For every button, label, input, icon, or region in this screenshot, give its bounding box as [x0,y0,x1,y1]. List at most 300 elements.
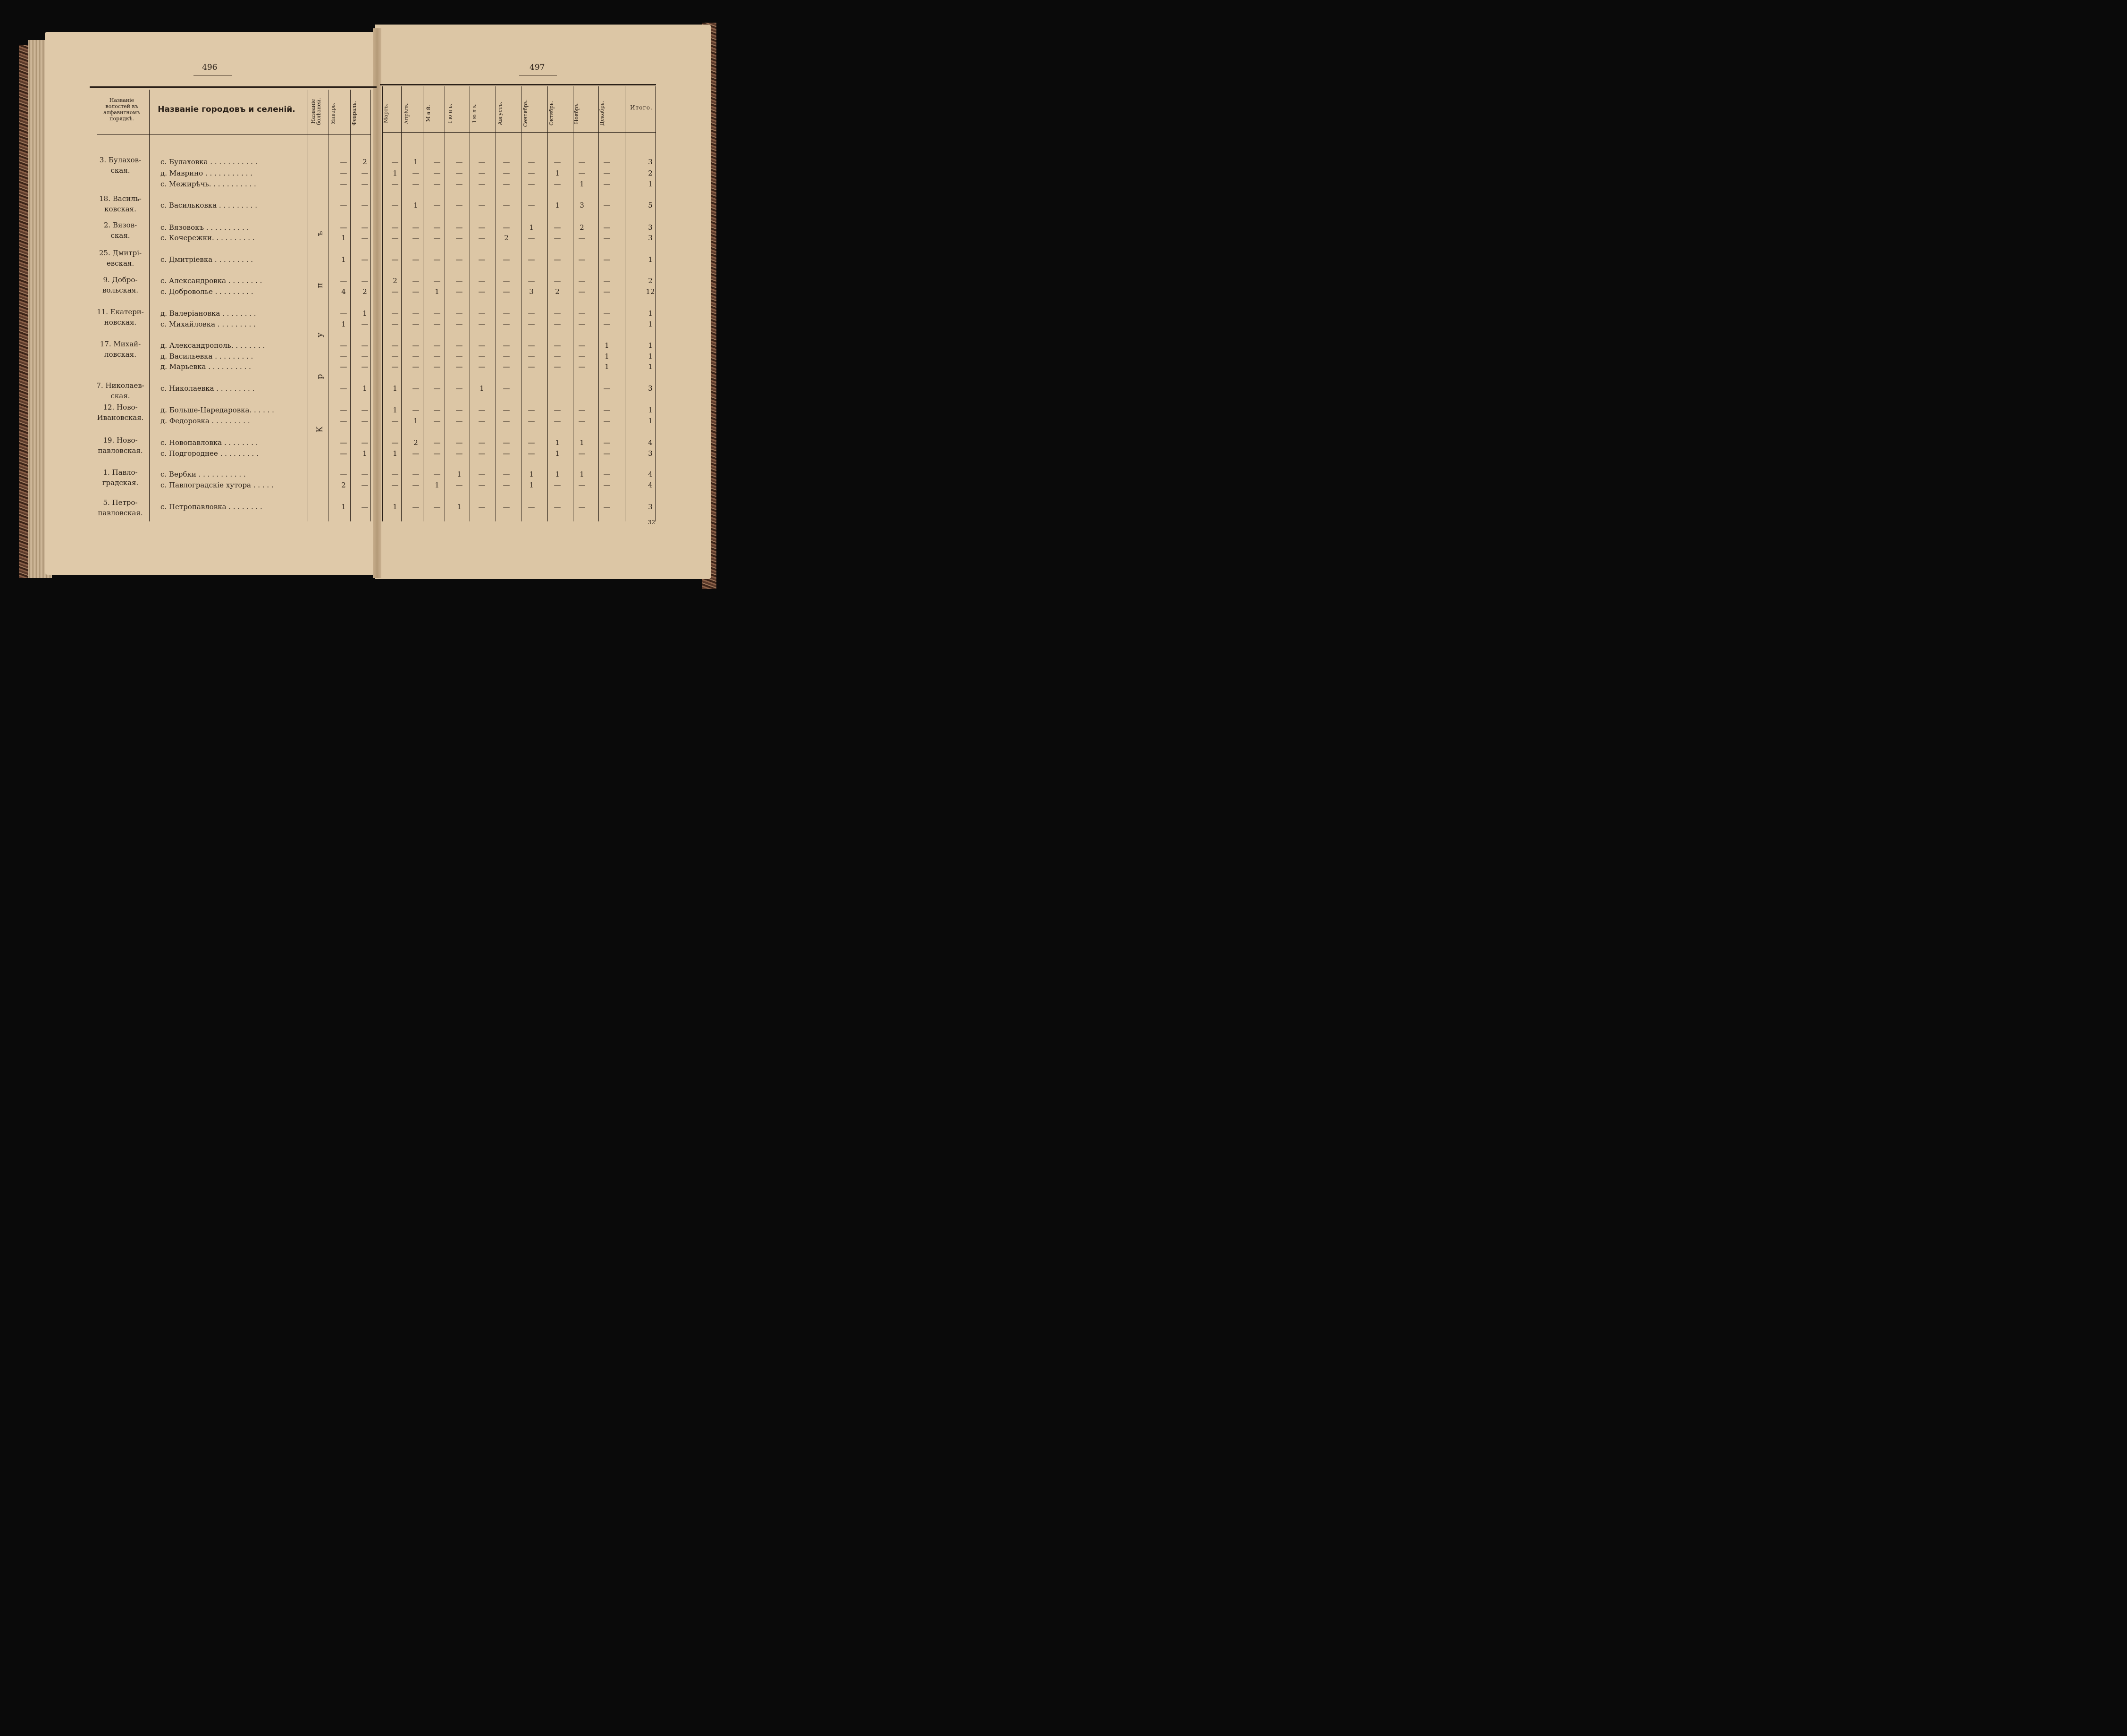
month-cell: — [412,255,420,264]
month-cell: — [603,287,611,296]
month-cell: — [412,406,420,414]
month-cell: — [578,481,586,489]
month-cell: 1 [393,406,397,414]
month-cell: — [455,169,463,177]
month-cell: — [361,320,369,328]
month-cell: — [361,223,369,232]
month-cell: — [391,309,399,318]
month-cell: 4 [341,287,346,296]
settlement-name: д. Валеріановка . . . . . . . . [160,309,256,318]
header-bottom-rule-left [97,134,370,135]
month-cell: — [391,234,399,242]
disease-letter: у [315,333,325,338]
month-cell: — [340,309,347,318]
settlement-name: с. Межирѣчь. . . . . . . . . . . [160,180,256,188]
month-cell: — [478,481,486,489]
total-cell: 4 [648,481,653,489]
settlement-name: с. Вязовокъ . . . . . . . . . . [160,223,249,232]
month-cell: — [340,223,347,232]
column-rule [149,90,150,521]
total-cell: 1 [648,362,653,371]
settlement-name: с. Петропавловка . . . . . . . . [160,503,262,511]
volost-name-line: ловская. [104,350,136,359]
month-cell: — [455,406,463,414]
settlement-name: с. Новопавловка . . . . . . . . [160,438,258,447]
month-cell: — [361,352,369,361]
month-cell: 2 [413,438,418,447]
month-cell: — [455,223,463,232]
month-cell: — [503,449,510,458]
month-cell: — [340,180,347,188]
month-cell: 3 [580,201,584,210]
month-cell: — [455,201,463,210]
month-cell: — [603,406,611,414]
month-cell: — [528,158,535,166]
volost-name-line: 3. Булахов- [99,156,142,164]
month-cell: — [578,320,586,328]
month-cell: 2 [362,158,367,166]
month-cell: — [578,234,586,242]
month-header: Октябрь. [548,101,555,126]
month-cell: — [503,341,510,350]
month-cell: 1 [341,255,346,264]
month-cell: — [578,255,586,264]
month-cell: — [412,223,420,232]
month-cell: — [340,449,347,458]
disease-letter: р [315,374,325,379]
month-cell: — [478,362,486,371]
total-cell: 3 [648,449,653,458]
month-cell: — [361,481,369,489]
month-cell: 1 [341,320,346,328]
month-cell: — [391,470,399,478]
volost-name-line: градская. [102,478,139,487]
total-cell: 2 [648,277,653,285]
month-cell: — [603,180,611,188]
month-cell: — [361,234,369,242]
month-cell: — [578,352,586,361]
month-cell: 1 [555,438,560,447]
total-cell: 4 [648,470,653,478]
month-cell: — [603,223,611,232]
month-cell: 2 [555,287,560,296]
month-cell: 1 [393,384,397,393]
month-cell: 2 [580,223,584,232]
month-cell: — [528,255,535,264]
column-rule [382,86,383,521]
volost-name-line: 9. Добро- [103,276,138,284]
month-cell: 2 [341,481,346,489]
month-cell: — [578,417,586,425]
month-cell: — [478,406,486,414]
month-cell: — [433,503,441,511]
total-cell: 3 [648,384,653,393]
volost-name-line: ковская. [104,205,136,213]
month-cell: — [554,234,561,242]
month-cell: — [528,277,535,285]
month-cell: — [455,287,463,296]
month-cell: — [528,320,535,328]
month-cell: — [503,309,510,318]
month-cell: — [503,406,510,414]
volost-name-line: 1. Павло- [103,468,138,477]
total-header: Итого. [630,104,653,111]
month-cell: — [554,277,561,285]
month-cell: 1 [457,503,462,511]
total-cell: 4 [648,438,653,447]
month-cell: 1 [435,481,439,489]
month-cell: — [433,406,441,414]
month-cell: — [391,481,399,489]
month-cell: — [391,255,399,264]
volost-name-line: новская. [104,318,137,327]
month-cell: — [554,481,561,489]
month-cell: — [603,470,611,478]
month-cell: 1 [341,503,346,511]
month-cell: — [340,438,347,447]
month-cell: — [455,277,463,285]
month-cell: — [455,309,463,318]
month-cell: — [528,309,535,318]
month-cell: — [340,158,347,166]
month-cell: — [478,503,486,511]
month-cell: — [578,449,586,458]
settlement-name: с. Подгороднее . . . . . . . . . [160,449,259,458]
month-cell: — [478,223,486,232]
month-cell: 2 [393,277,397,285]
month-cell: — [433,277,441,285]
month-cell: 1 [393,449,397,458]
volost-name-line: 11. Екатери- [97,308,144,316]
volost-name [92,497,149,518]
month-cell: — [554,503,561,511]
disease-header: Названіе болѣзней. [310,98,322,125]
month-cell: — [361,277,369,285]
settlement-header: Названіе городовъ и селеній. [158,105,295,114]
settlement-name: д. Александрополь. . . . . . . . [160,341,265,350]
month-cell: — [503,255,510,264]
month-cell: 2 [504,234,509,242]
month-cell: — [578,362,586,371]
month-cell: — [361,362,369,371]
disease-letter: К [315,426,325,433]
month-cell: — [391,352,399,361]
month-cell: — [503,470,510,478]
month-cell: — [478,158,486,166]
settlement-name: д. Васильевка . . . . . . . . . [160,352,253,361]
month-cell: — [478,201,486,210]
month-cell: — [340,341,347,350]
volost-name-line: ская. [110,166,130,175]
column-rule [598,86,599,521]
book-gutter [373,28,381,578]
settlement-name: с. Добровольe . . . . . . . . . [160,287,253,296]
left-page-number-rule [193,75,232,76]
month-cell: — [412,309,420,318]
month-cell: — [578,158,586,166]
month-cell: — [455,417,463,425]
month-cell: — [503,320,510,328]
month-cell: — [412,384,420,393]
month-cell: — [603,320,611,328]
total-cell: 1 [648,180,653,188]
month-cell: — [478,449,486,458]
volost-name-line: 17. Михай- [100,340,141,348]
month-cell: — [478,352,486,361]
month-header: І ю н ь. [447,103,453,123]
month-cell: 1 [362,309,367,318]
volost-name-line: ская. [110,231,130,240]
month-cell: — [554,362,561,371]
month-cell: — [412,169,420,177]
month-header: Январь. [330,102,336,124]
month-cell: — [361,169,369,177]
right-page-number-rule [519,75,557,76]
month-cell: — [503,201,510,210]
volost-name-line: павловская. [98,446,143,455]
month-cell: — [340,201,347,210]
month-header: Февраль. [351,101,357,126]
month-cell: — [391,362,399,371]
month-cell: — [528,406,535,414]
month-cell: — [412,470,420,478]
volost-header: Названіе волостей въ алфавитномъ порядкѣ. [103,97,140,122]
table-top-rule-left [90,86,377,88]
month-cell: — [554,158,561,166]
month-cell: 1 [555,449,560,458]
total-cell: 1 [648,320,653,328]
month-cell: — [455,352,463,361]
volost-name-line: евская. [106,259,135,268]
month-cell: — [554,223,561,232]
volost-name [92,435,149,456]
month-cell: — [361,180,369,188]
month-cell: 1 [605,362,609,371]
settlement-name: с. Кочережки. . . . . . . . . . [160,234,255,242]
month-cell: — [433,223,441,232]
month-cell: — [433,438,441,447]
month-cell: — [433,352,441,361]
month-cell: — [478,470,486,478]
month-cell: — [554,180,561,188]
month-cell: — [478,180,486,188]
month-cell: — [578,287,586,296]
month-cell: — [340,352,347,361]
month-cell: — [603,201,611,210]
month-cell: — [528,503,535,511]
month-cell: — [478,169,486,177]
month-header: Августъ. [497,101,503,125]
month-cell: — [503,384,510,393]
month-cell: 1 [529,223,534,232]
volost-name-line: 12. Ново- [103,403,138,411]
month-cell: — [455,255,463,264]
month-cell: — [455,384,463,393]
month-cell: — [603,481,611,489]
month-cell: — [503,158,510,166]
month-cell: — [503,180,510,188]
month-cell: — [603,234,611,242]
volost-name [92,307,149,327]
month-cell: — [433,169,441,177]
month-cell: — [528,234,535,242]
month-cell: — [412,481,420,489]
settlement-name: с. Дмитріевка . . . . . . . . . [160,255,253,264]
volost-name [92,467,149,488]
month-cell: — [478,417,486,425]
month-cell: — [554,352,561,361]
month-cell: — [412,352,420,361]
month-cell: — [391,341,399,350]
left-page-number: 496 [202,63,218,72]
month-cell: — [412,234,420,242]
month-cell: — [528,449,535,458]
settlement-name: с. Николаевка . . . . . . . . . [160,384,255,393]
settlement-name: с. Михайловка . . . . . . . . . [160,320,256,328]
month-cell: — [503,169,510,177]
month-cell: — [340,384,347,393]
month-cell: — [503,417,510,425]
total-cell: 3 [648,223,653,232]
month-cell: — [478,234,486,242]
month-cell: 2 [362,287,367,296]
month-cell: — [478,341,486,350]
month-cell: 1 [435,287,439,296]
month-cell: — [603,438,611,447]
month-cell: — [433,417,441,425]
month-cell: — [554,255,561,264]
month-cell: — [433,449,441,458]
month-cell: — [433,158,441,166]
month-cell: — [433,320,441,328]
month-cell: — [340,362,347,371]
month-cell: — [455,362,463,371]
month-cell: 1 [580,470,584,478]
month-cell: — [340,169,347,177]
month-cell: — [455,341,463,350]
volost-name-line: Ивановская. [97,413,144,422]
month-cell: — [340,417,347,425]
month-cell: — [412,362,420,371]
table-top-rule-right [380,84,656,85]
month-cell: — [528,438,535,447]
month-cell: — [412,277,420,285]
month-cell: — [578,341,586,350]
volost-name-line: 18. Василь- [99,194,142,203]
month-cell: — [391,158,399,166]
month-header: М а й. [425,105,431,122]
total-cell: 1 [648,417,653,425]
month-cell: — [455,158,463,166]
month-cell: — [503,352,510,361]
month-cell: — [361,470,369,478]
month-cell: 3 [529,287,534,296]
month-cell: — [603,449,611,458]
month-cell: — [412,180,420,188]
month-cell: — [433,234,441,242]
right-page-number: 497 [530,63,545,72]
month-cell: — [391,320,399,328]
month-cell: — [455,234,463,242]
settlement-name: д. Федоровка . . . . . . . . . [160,417,250,425]
month-cell: — [578,277,586,285]
month-cell: — [503,503,510,511]
month-cell: — [433,201,441,210]
month-cell: — [433,341,441,350]
volost-name-line: вольская. [102,286,139,294]
month-cell: 1 [605,352,609,361]
month-cell: — [478,277,486,285]
month-cell: — [455,481,463,489]
volost-name-line: 5. Петро- [103,498,138,507]
month-cell: — [361,406,369,414]
month-cell: — [578,169,586,177]
month-header: Декабрь. [599,101,605,126]
month-cell: — [603,309,611,318]
total-cell: 1 [648,341,653,350]
month-header: І ю л ь. [471,103,478,123]
month-cell: — [391,201,399,210]
month-cell: — [503,362,510,371]
month-cell: 1 [479,384,484,393]
month-cell: — [578,503,586,511]
total-cell: 1 [648,352,653,361]
month-cell: — [433,180,441,188]
month-cell: 1 [529,470,534,478]
month-cell: — [478,438,486,447]
month-header: Ноябрь. [573,102,580,125]
month-cell: — [433,255,441,264]
settlement-name: д. Маврино . . . . . . . . . . . [160,169,253,177]
month-cell: — [528,417,535,425]
month-cell: — [478,255,486,264]
month-cell: 1 [555,470,560,478]
total-cell: 1 [648,255,653,264]
volost-name-line: 2. Вязов- [103,221,137,229]
month-cell: — [554,406,561,414]
total-cell: 1 [648,309,653,318]
volost-name [92,193,149,214]
month-header: Сентябрь. [522,99,529,127]
month-cell: 1 [413,158,418,166]
month-cell: — [433,470,441,478]
volost-name [92,248,149,268]
month-cell: — [391,287,399,296]
month-cell: — [503,481,510,489]
volost-name-line: ская. [110,392,130,400]
month-cell: — [340,277,347,285]
month-cell: — [412,287,420,296]
month-cell: 1 [555,201,560,210]
month-cell: — [340,406,347,414]
month-cell: — [455,180,463,188]
month-cell: 1 [362,449,367,458]
month-cell: — [503,287,510,296]
volost-name-line: 25. Дмитрі- [99,249,142,257]
month-cell: — [433,384,441,393]
month-cell: — [391,180,399,188]
month-cell: — [412,449,420,458]
month-cell: — [554,320,561,328]
month-cell: — [554,341,561,350]
month-cell: — [455,438,463,447]
total-cell: 3 [648,234,653,242]
month-cell: — [578,309,586,318]
month-cell: 1 [580,438,584,447]
month-cell: 1 [555,169,560,177]
volost-name [92,402,149,423]
month-cell: — [455,449,463,458]
